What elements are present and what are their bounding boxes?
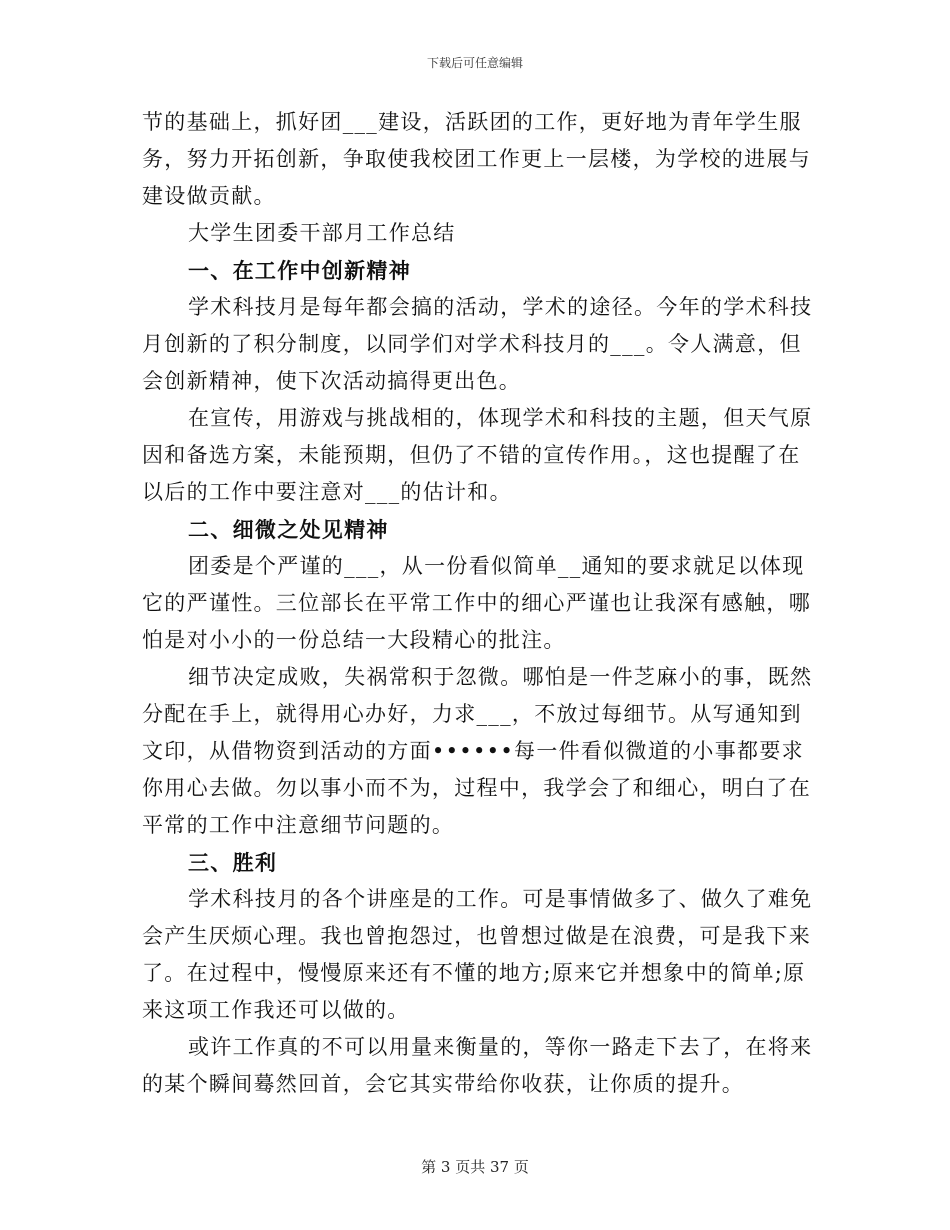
paragraph: 在宣传，用游戏与挑战相的，体现学术和科技的主题，但天气原因和备选方案，未能预期，但仍了不错的宣传作用。，这也提醒了在以后的工作中要注意对___的估计和。: [142, 406, 813, 504]
paragraph: 细节决定成败，失祸常积于忽微。哪怕是一件芝麻小的事，既然分配在手上，就得用心办好，力求___，不放过每细节。从写通知到文印，从借物资到活动的方面••••••每一件看似微道的小事都要求你用心去做。勿以事小而不为，过程中，我学会了和细心，明白了在平常的工作中注意细节问题的。: [142, 665, 813, 837]
paragraph-continued: 节的基础上，抓好团___建设，活跃团的工作，更好地为青年学生服务，努力开拓创新，争取使我校团工作更上一层楼，为学校的进展与建设做贡献。: [142, 110, 811, 208]
page-number: 第 3 页共 37 页: [421, 1158, 529, 1176]
document-body: [142, 104, 822, 1103]
section-heading-1: 一、在工作中创新精神: [188, 258, 411, 283]
paragraph: 团委是个严谨的___，从一份看似简单__通知的要求就足以体现它的严谨性。三位部长在平常工作中的细心严谨也让我深有感触，哪怕是对小小的一份总结一大段精心的批注。: [142, 554, 811, 652]
section-subtitle: 大学生团委干部月工作总结: [188, 221, 456, 245]
page-header: 下载后可任意编辑: [426, 56, 523, 70]
section-heading-3: 三、胜利: [188, 850, 278, 875]
paragraph: 或许工作真的不可以用量来衡量的，等你一路走下去了，在将来的某个瞬间蓦然回首，会它其实带给你收获，让你质的提升。: [142, 1035, 813, 1096]
paragraph: 学术科技月是每年都会搞的活动，学术的途径。今年的学术科技月创新的了积分制度，以同学们对学术科技月的___。令人满意，但会创新精神，使下次活动搞得更出色。: [142, 295, 813, 393]
paragraph: 学术科技月的各个讲座是的工作。可是事情做多了、做久了难免会产生厌烦心理。我也曾抱怨过，也曾想过做是在浪费，可是我下来了。在过程中，慢慢原来还有不懂的地方;原来它并想象中的简单;原来这项工作我还可以做的。: [142, 887, 813, 1022]
section-heading-2: 二、细微之处见精神: [188, 517, 389, 542]
